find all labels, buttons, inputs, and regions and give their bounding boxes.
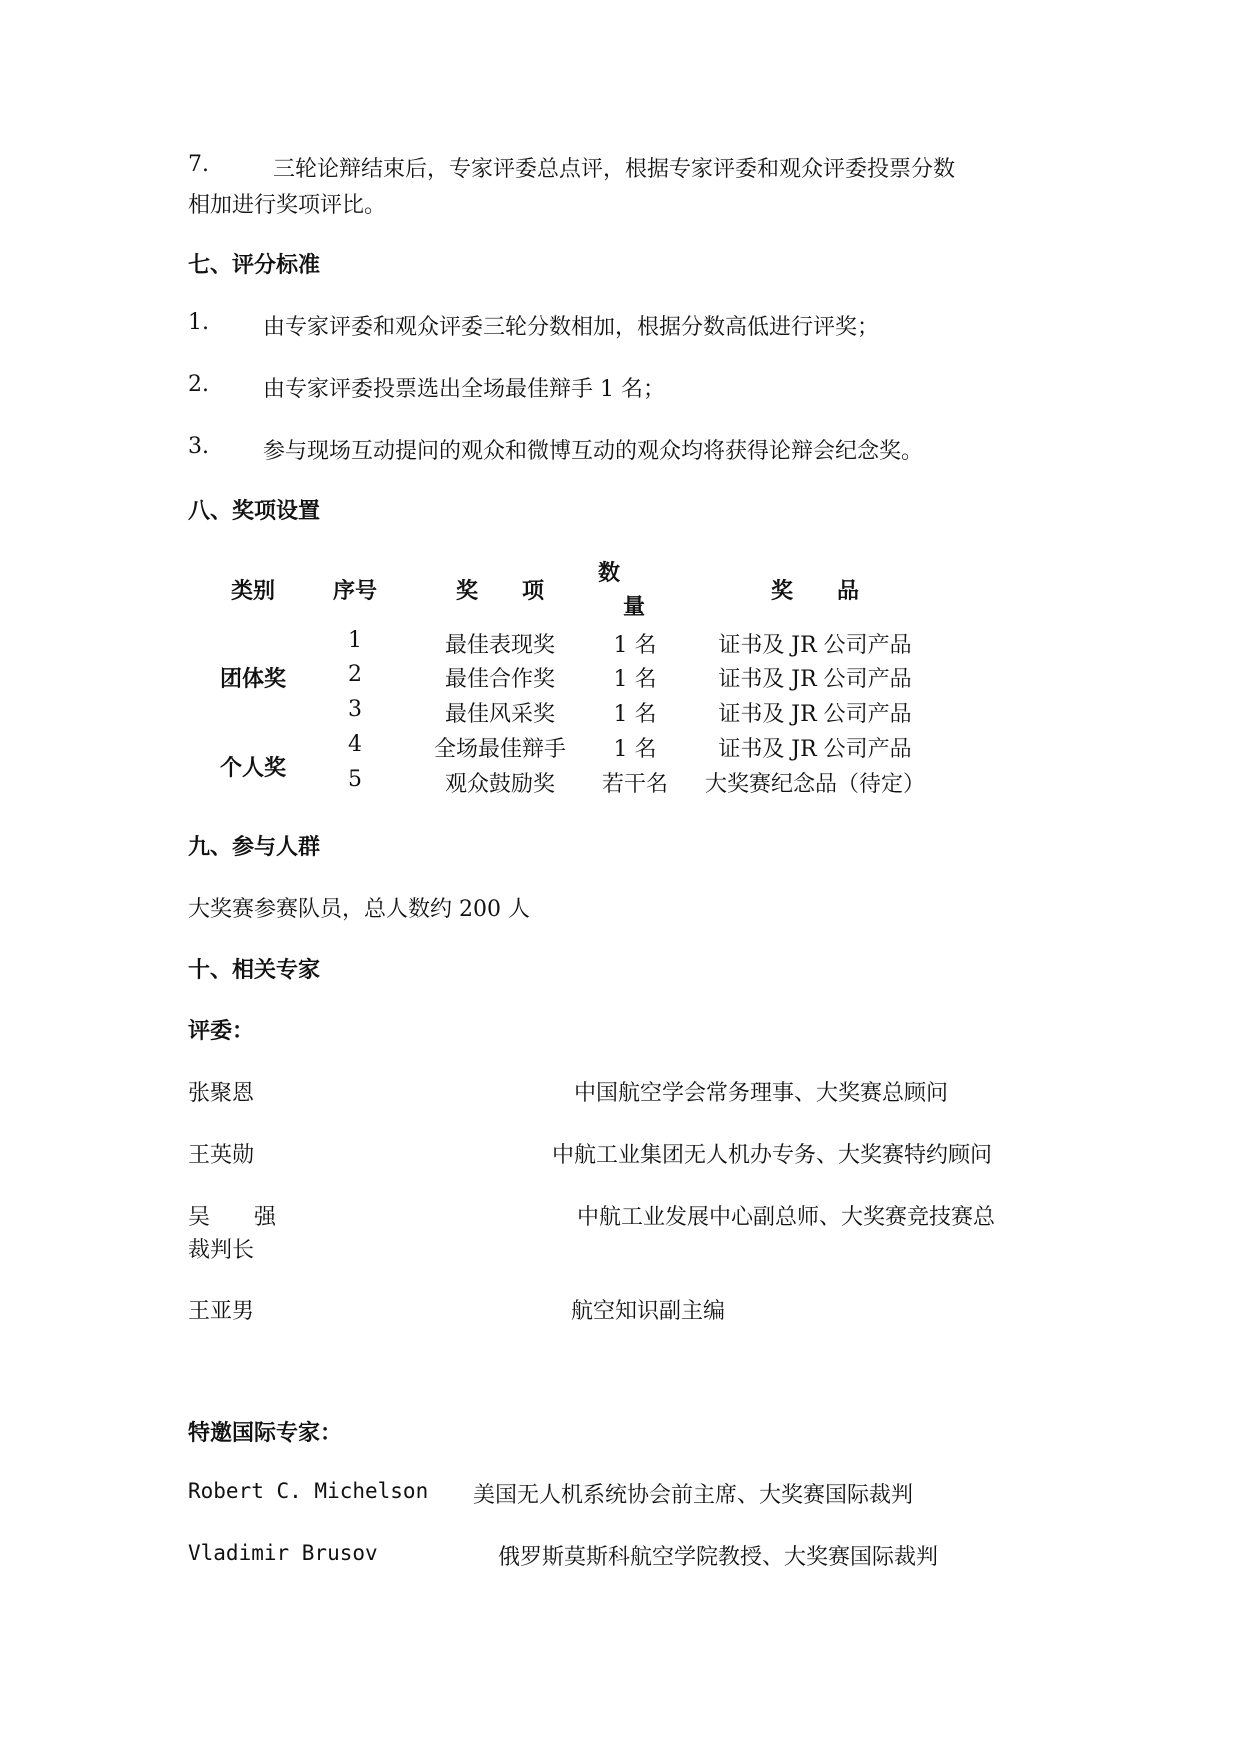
awards-table-header-qty-bottom: 量	[623, 595, 646, 620]
awards-row-1-award: 最佳表现奖	[444, 633, 555, 658]
intl-expert-1-title: 美国无人机系统协会前主席、大奖赛国际裁判	[473, 1483, 914, 1508]
scoring-item-1-text: 由专家评委和观众评委三轮分数相加，根据分数高低进行评奖；	[263, 315, 880, 340]
item-7-number: 7.	[188, 152, 209, 177]
item-7-text-line1: 三轮论辩结束后，专家评委总点评，根据专家评委和观众评委投票分数	[273, 157, 956, 182]
section-heading-experts: 十、相关专家	[188, 958, 321, 983]
awards-row-3-prize: 证书及 JR 公司产品	[718, 702, 912, 727]
awards-row-4-seq: 4	[348, 732, 362, 757]
intl-expert-1-name: Robert C. Michelson	[188, 1479, 429, 1503]
awards-row-2-seq: 2	[348, 662, 362, 687]
awards-group-individual: 个人奖	[219, 756, 286, 781]
awards-row-5-qty: 若干名	[601, 772, 668, 797]
judge-2-name: 王英勋	[188, 1143, 255, 1168]
judge-4-title: 航空知识副主编	[571, 1299, 726, 1324]
judges-heading: 评委：	[188, 1019, 255, 1044]
judge-1-title: 中国航空学会常务理事、大奖赛总顾问	[574, 1081, 949, 1106]
awards-row-5-seq: 5	[348, 767, 362, 792]
judge-3-name: 吴 强	[188, 1205, 277, 1230]
awards-row-2-qty: 1 名	[613, 667, 657, 692]
section-heading-scoring: 七、评分标准	[188, 253, 321, 278]
judge-3-title-continued: 裁判长	[188, 1238, 255, 1263]
scoring-item-2-text: 由专家评委投票选出全场最佳辩手 1 名；	[263, 377, 665, 402]
judge-2-title: 中航工业集团无人机办专务、大奖赛特约顾问	[552, 1143, 993, 1168]
awards-row-3-award: 最佳风采奖	[444, 702, 555, 727]
intl-experts-heading: 特邀国际专家：	[188, 1421, 343, 1446]
awards-row-5-award: 观众鼓励奖	[444, 772, 555, 797]
judge-4-name: 王亚男	[188, 1299, 255, 1324]
item-7-text-line2: 相加进行奖项评比。	[188, 193, 387, 218]
awards-row-4-award: 全场最佳辩手	[433, 737, 566, 762]
awards-row-2-award: 最佳合作奖	[444, 667, 555, 692]
awards-row-3-qty: 1 名	[613, 702, 657, 727]
awards-group-team: 团体奖	[219, 667, 286, 692]
awards-table-header-category: 类别	[230, 579, 275, 604]
scoring-item-2-number: 2.	[188, 372, 209, 397]
awards-row-1-seq: 1	[348, 628, 362, 653]
scoring-item-3-text: 参与现场互动提问的观众和微博互动的观众均将获得论辩会纪念奖。	[263, 439, 924, 464]
awards-table-header-qty-top: 数	[598, 561, 621, 586]
scoring-item-3-number: 3.	[188, 434, 209, 459]
intl-expert-2-title: 俄罗斯莫斯科航空学院教授、大奖赛国际裁判	[498, 1545, 939, 1570]
scoring-item-1-number: 1.	[188, 310, 209, 335]
section-heading-awards: 八、奖项设置	[188, 499, 321, 524]
section-heading-participants: 九、参与人群	[188, 835, 321, 860]
awards-table-header-seq: 序号	[332, 579, 377, 604]
awards-row-3-seq: 3	[348, 697, 362, 722]
awards-row-1-prize: 证书及 JR 公司产品	[718, 633, 912, 658]
awards-row-1-qty: 1 名	[613, 633, 657, 658]
judge-1-name: 张聚恩	[188, 1081, 255, 1106]
awards-table-header-award: 奖 项	[455, 579, 544, 604]
participants-text: 大奖赛参赛队员，总人数约 200 人	[188, 897, 530, 922]
awards-row-5-prize: 大奖赛纪念品（待定）	[704, 772, 925, 797]
awards-row-4-qty: 1 名	[613, 737, 657, 762]
awards-table-header-prize: 奖 品	[770, 579, 859, 604]
awards-row-4-prize: 证书及 JR 公司产品	[718, 737, 912, 762]
judge-3-title: 中航工业发展中心副总师、大奖赛竞技赛总	[577, 1205, 996, 1230]
intl-expert-2-name: Vladimir Brusov	[188, 1541, 378, 1565]
awards-row-2-prize: 证书及 JR 公司产品	[718, 667, 912, 692]
